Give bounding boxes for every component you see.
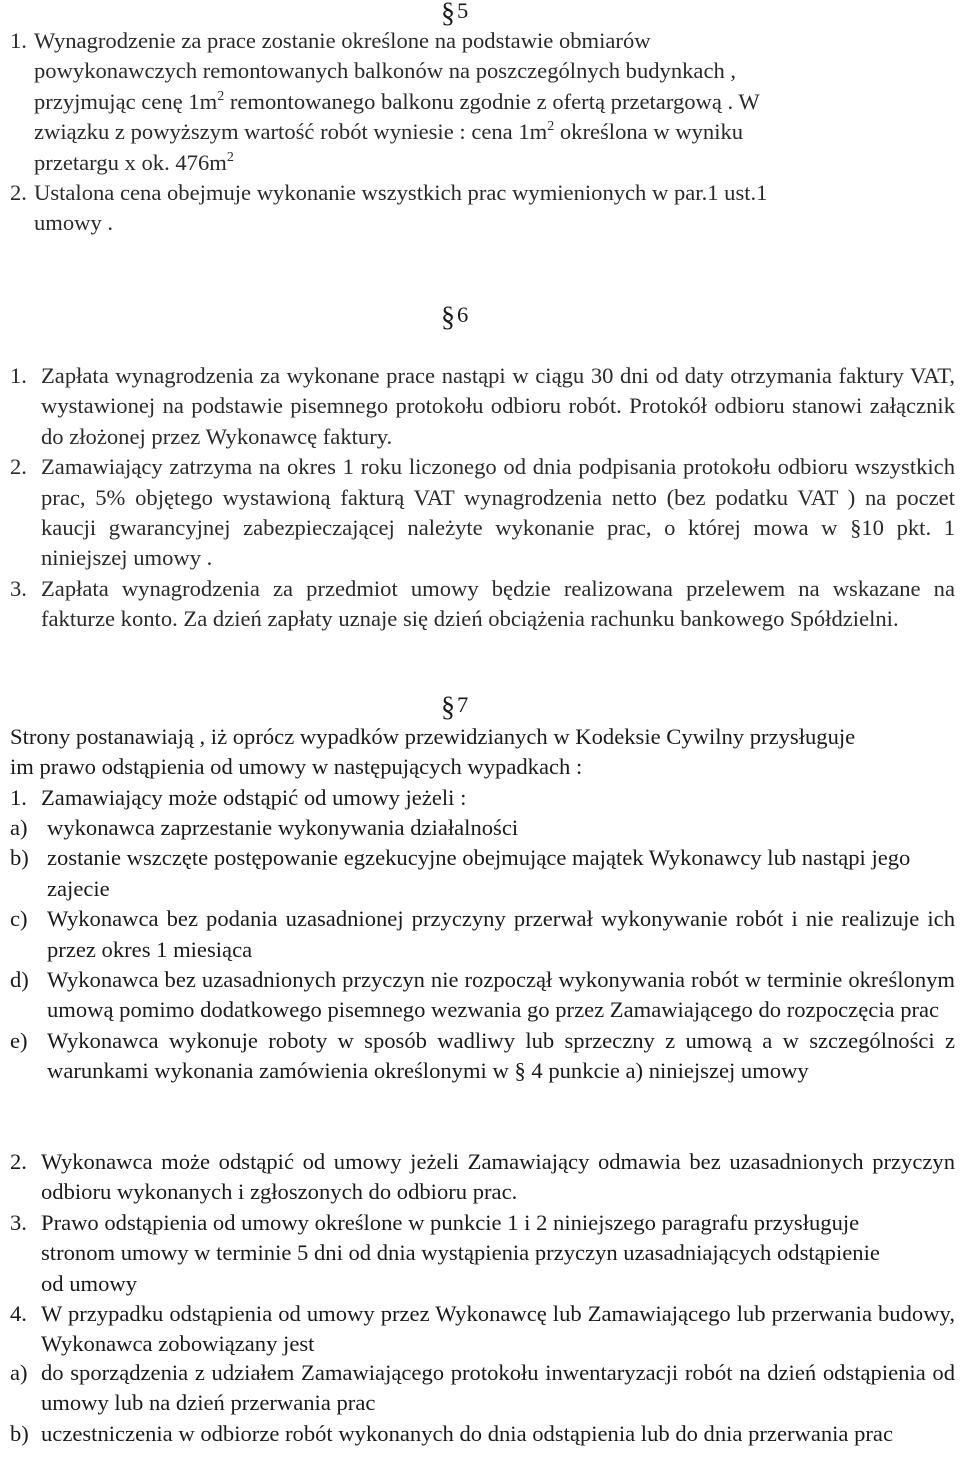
item-number: 2. — [10, 1149, 27, 1174]
item-text: W przypadku odstąpienia od umowy przez Wykonawcę lub Zamawiającego lub przerwania budowy, Wykonawca zobowiązany jest — [41, 1301, 955, 1357]
item-number: 3. — [10, 1209, 27, 1235]
item-number: 1. — [10, 28, 27, 53]
section-7-intro: Strony postanawiają , iż oprócz wypadków przewidzianych w Kodeksie Cywilny przysługuje im prawo odstąpienia od umowy w następujących wypadkach : — [10, 724, 856, 780]
sub-item-letter: c) — [10, 906, 28, 932]
sub-item-letter: e) — [10, 1027, 28, 1053]
section-number: 5 — [457, 0, 469, 23]
sub-item-text: Wykonawca bez podania uzasadnionej przyczyny przerwał wykonywanie robót i nie realizuje ich przez okres 1 miesiąca — [47, 906, 955, 962]
sub-item-text: do sporządzenia z udziałem Zamawiającego protokołu inwentaryzacji robót na dzień odstąpienia od umowy lub na dzień przerwania prac — [41, 1360, 955, 1416]
item-text: Zapłata wynagrodzenia za przedmiot umowy będzie realizowana przelewem na wskazane na fakturze konto. Za dzień zapłaty uznaje się dzień obciążenia rachunku bankowego Spółdzielni. — [41, 575, 955, 632]
section-6-item-2 — [10, 452, 955, 574]
item-number: 2. — [10, 180, 27, 205]
sub-item-letter: a) — [10, 815, 28, 840]
item-text: Ustalona cena obejmuje wykonanie wszystkich prac wymienionych w par.1 ust.1 umowy . — [34, 180, 768, 236]
section-5-item-1 — [10, 26, 792, 178]
item-number: 1. — [10, 363, 27, 388]
item-text: Zapłata wynagrodzenia za wykonane prace nastąpi w ciągu 30 dni od daty otrzymania faktury VAT, wystawionej na podstawie pisemnego protokołu odbioru robót. Protokół odbioru stanowi załącznik do złożonej przez Wykonawcę faktury. — [41, 363, 955, 449]
sub-item-text: Wykonawca bez uzasadnionych przyczyn nie rozpoczął wykonywania robót w terminie określonym umową pomimo dodatkowego pisemnego wezwania go przez Zamawiającego do rozpoczęcia prac — [47, 967, 955, 1023]
sub-item-b — [10, 843, 955, 904]
section-7-item-2 — [10, 1147, 955, 1208]
sub-item-text: zostanie wszczęte postępowanie egzekucyjne obejmujące majątek Wykonawcy lub nastąpi jego zajecie — [47, 845, 911, 901]
section-5-item-2 — [10, 178, 802, 239]
superscript: 2 — [226, 149, 234, 165]
section-6-list — [10, 361, 955, 635]
item-number: 3. — [10, 575, 27, 601]
item-text: Wynagrodzenie za prace zostanie określone na podstawie obmiarów powykonawczych remontowanych balkonów na poszczególnych budynkach , przyjmując cenę 1m — [34, 28, 737, 114]
sub-item-letter: b) — [10, 845, 29, 871]
sub-item-text: uczestniczenia w odbiorze robót wykonanych do dnia odstąpienia lub do dnia przerwania prac — [41, 1420, 893, 1446]
section-7-item-4 — [10, 1299, 955, 1360]
sub-item-text: wykonawca zaprzestanie wykonywania działalności — [47, 815, 519, 840]
section-7-point-1 — [10, 783, 955, 813]
section-5-heading — [441, 0, 468, 28]
item-number: 4. — [10, 1301, 27, 1327]
section-6-item-3 — [10, 574, 955, 635]
sub-item-e — [10, 1026, 955, 1087]
item-text: Wykonawca może odstąpić od umowy jeżeli Zamawiający odmawia bez uzasadnionych przyczyn odbioru wykonanych i zgłoszonych do odbioru prac. — [41, 1149, 955, 1205]
sub-item-letter: b) — [10, 1420, 29, 1446]
section-7-point-1-sublist — [10, 813, 955, 1087]
section-7-points-2-4 — [10, 1147, 955, 1360]
item-text: remontowanego balkonu zgodnie z ofertą przetargową . W związku z powyższym wartość robót wyniesie : cena 1m — [34, 88, 760, 145]
item-text: określona w wyniku przetargu x ok. 476m — [34, 119, 744, 175]
section-7-heading — [441, 690, 468, 722]
sub-item-b — [10, 1419, 955, 1449]
item-text: Zamawiający zatrzyma na okres 1 roku liczonego od dnia podpisania protokołu odbioru wszystkich prac, 5% objętego wystawioną fakturą VAT wynagrodzenia netto (bez podatku VAT ) na poczet kaucji gwarancyjnej zabezpieczającej należyte wykonanie prac, o której mowa w §10 pkt. 1 niniejszej umowy . — [41, 454, 955, 571]
section-7-item-3 — [10, 1208, 955, 1299]
sub-item-text: Wykonawca wykonuje roboty w sposób wadliwy lub sprzeczny z umową a w szczególności z warunkami wykonania zamówienia określonymi w § 4 punkcie a) niniejszej umowy — [47, 1027, 955, 1084]
section-6-item-1 — [10, 361, 955, 452]
item-number: 2. — [10, 454, 27, 480]
superscript: 2 — [547, 119, 555, 135]
section-number: 7 — [457, 692, 469, 717]
section-sign: § — [441, 302, 455, 333]
sub-item-d — [10, 965, 955, 1026]
section-sign: § — [441, 692, 455, 723]
sub-item-a — [10, 813, 955, 843]
section-sign: § — [441, 0, 455, 29]
item-text: Prawo odstąpienia od umowy określone w punkcie 1 i 2 niniejszego paragrafu przysługuje stronom umowy w terminie 5 dni od dnia wystąpienia przyczyn uzasadniających odstąpienie od umowy — [41, 1209, 880, 1296]
sub-item-a — [10, 1358, 955, 1419]
section-6-heading — [441, 300, 468, 332]
superscript: 2 — [217, 88, 225, 104]
item-text: Zamawiający może odstąpić od umowy jeżeli : — [41, 785, 467, 810]
sub-item-letter: d) — [10, 967, 29, 993]
item-number: 1. — [10, 785, 27, 810]
sub-item-c — [10, 904, 955, 965]
section-number: 6 — [457, 302, 469, 327]
section-5-list — [10, 26, 792, 178]
section-7-point-4-sublist — [10, 1358, 955, 1449]
sub-item-letter: a) — [10, 1360, 28, 1385]
